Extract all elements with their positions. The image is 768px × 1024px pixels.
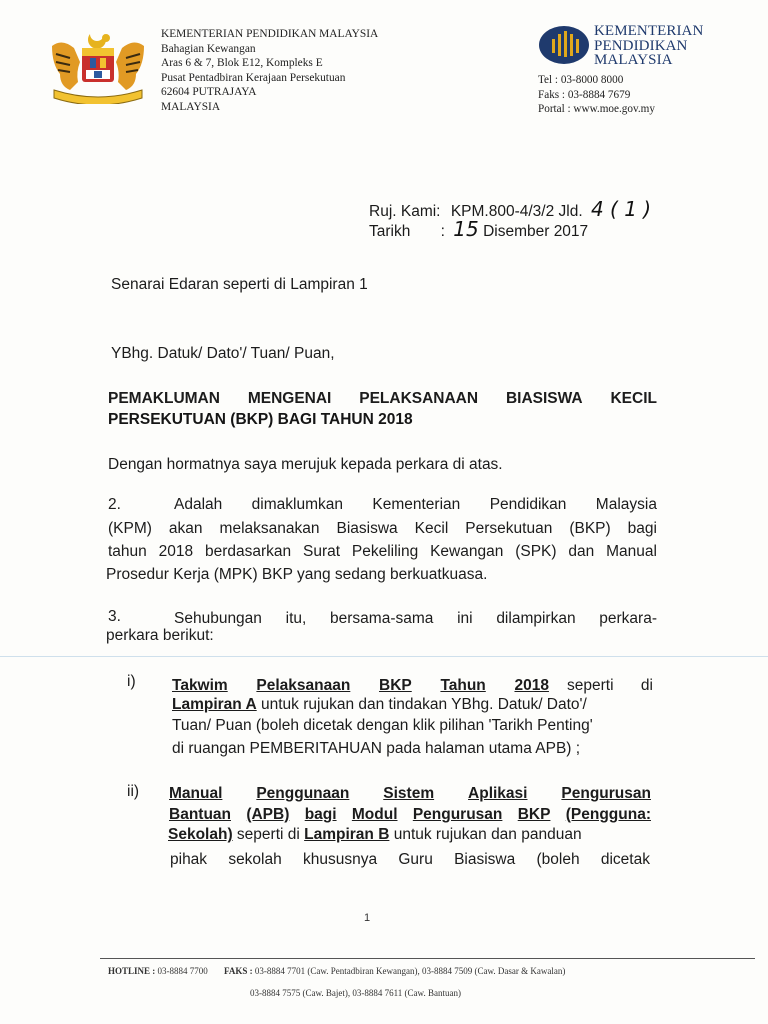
para2-word: melaksanakan [219, 520, 320, 537]
item2-title-word: Pengurusan [412, 806, 503, 823]
subject-line-2: PERSEKUTUAN (BKP) BAGI TAHUN 2018 [108, 411, 413, 428]
item1-word: seperti [567, 677, 614, 694]
item2-numeral: ii) [127, 783, 140, 800]
para2-word: Pendidikan [489, 496, 567, 513]
opening-paragraph: Dengan hormatnya saya merujuk kepada perkara di atas. [108, 456, 503, 473]
lampiran-b-link: Lampiran B [304, 826, 390, 843]
subject-word: PEMAKLUMAN [108, 390, 220, 407]
subject-word: MENGENAI [247, 390, 332, 407]
para3-word: perkara- [599, 610, 657, 627]
address-line-1: Aras 6 & 7, Blok E12, Kompleks E [161, 57, 323, 70]
item2-title-word: Modul [351, 806, 398, 823]
item2-line-3-rest: untuk rujukan dan panduan [389, 826, 582, 843]
item1-title-word: Tahun [440, 677, 486, 694]
faks-label: FAKS : [224, 966, 253, 976]
hotline-label: HOTLINE : [108, 966, 156, 976]
para2-word: (SPK) [515, 543, 557, 560]
para2-word: Kecil [414, 520, 449, 537]
para2-line-2 [108, 520, 657, 538]
tarikh-handwritten: 15 [453, 217, 479, 241]
item1-line-1 [172, 677, 549, 695]
tarikh-value: Disember 2017 [483, 223, 589, 240]
item2-title-word: Manual [169, 785, 223, 802]
item1-line-3: Tuan/ Puan (boleh dicetak dengan klik pilihan 'Tarikh Penting' [172, 717, 593, 734]
ministry-name: KEMENTERIAN PENDIDIKAN MALAYSIA [161, 28, 379, 40]
address-country: MALAYSIA [161, 100, 221, 113]
para3-word: Sehubungan [174, 610, 262, 627]
contact-info [538, 73, 655, 117]
portal: Portal : www.moe.gov.my [538, 103, 655, 116]
para2-word: Manual [606, 543, 657, 560]
para3-line-1 [174, 610, 657, 628]
logo-line-1: KEMENTERIAN [594, 23, 704, 39]
item1-line-2-text: untuk rujukan dan tindakan YBhg. Datuk/ Dato'/ [256, 696, 587, 713]
faks-value: 03-8884 7701 (Caw. Pentadbiran Kewangan), 03-8884 7509 (Caw. Dasar & Kawalan) [252, 966, 566, 976]
item2-title-word: Sistem [383, 785, 435, 802]
item1-title-word: Takwim [172, 677, 228, 694]
para2-line-3 [108, 543, 657, 561]
para2-word: Pekeliling [351, 543, 419, 560]
para2-word: dimaklumkan [251, 496, 343, 513]
item2-line-2 [169, 806, 651, 824]
item1-numeral: i) [127, 673, 136, 690]
division-name: Bahagian Kewangan [161, 42, 256, 55]
tel: Tel : 03-8000 8000 [538, 74, 624, 86]
date-line [369, 217, 588, 241]
item2-word: Biasiswa [454, 851, 516, 868]
footer-line-1 [108, 966, 565, 976]
item2-word: khususnya [303, 851, 378, 868]
item2-title-word: bagi [304, 806, 337, 823]
item1-title-word: Pelaksanaan [256, 677, 351, 694]
para2-word: 2018 [158, 543, 194, 560]
item1-line-2 [172, 696, 587, 714]
para2-number: 2. [108, 496, 121, 513]
footer-divider [100, 958, 755, 959]
letterhead-address [161, 27, 378, 115]
subject-word: PELAKSANAAN [359, 390, 479, 407]
para2-word: Kementerian [372, 496, 461, 513]
malaysia-coat-of-arms-icon [44, 26, 152, 104]
para2-word: Adalah [174, 496, 223, 513]
page-number: 1 [364, 912, 371, 924]
para2-word: akan [168, 520, 203, 537]
footer-line-2: 03-8884 7575 (Caw. Bajet), 03-8884 7611 (Caw. Bantuan) [250, 988, 461, 998]
lampiran-a-link: Lampiran A [172, 696, 257, 713]
para3-word: bersama-sama [330, 610, 434, 627]
subject-word: KECIL [610, 390, 657, 407]
salutation: YBhg. Datuk/ Dato'/ Tuan/ Puan, [111, 345, 335, 362]
item2-line-3 [168, 826, 582, 844]
item2-line-1 [169, 785, 651, 803]
item2-title-word: (Pengguna: [565, 806, 651, 823]
subject-word: BIASISWA [505, 390, 583, 407]
para2-word: berdasarkan [204, 543, 292, 560]
scan-fold-line [0, 656, 768, 657]
ruj-handwritten: 4 ( 1 ) [590, 197, 652, 221]
item2-title-word: BKP [517, 806, 551, 823]
para2-word: Biasiswa [336, 520, 398, 537]
para3-word: ini [457, 610, 473, 627]
item2-word: (boleh [536, 851, 580, 868]
para2-word: Persekutuan [465, 520, 553, 537]
logo-line-2: PENDIDIKAN [594, 37, 688, 54]
address-line-3: 62604 PUTRAJAYA [161, 86, 257, 99]
item2-title-word: (APB) [246, 806, 290, 823]
item2-word: pihak [170, 851, 208, 868]
tarikh-colon: : [440, 223, 445, 240]
para2-line-4: Prosedur Kerja (MPK) BKP yang sedang berkuatkuasa. [106, 566, 488, 583]
recipient: Senarai Edaran seperti di Lampiran 1 [111, 276, 368, 293]
item2-title-word: Penggunaan [256, 785, 350, 802]
logo-line-3: MALAYSIA [594, 52, 673, 68]
item2-title-word: Bantuan [169, 806, 231, 823]
address-line-2: Pusat Pentadbiran Kerajaan Persekutuan [161, 71, 346, 84]
item2-title-word: Pengurusan [561, 785, 651, 802]
faks: Faks : 03-8884 7679 [538, 88, 631, 101]
ruj-value: KPM.800-4/3/2 Jld. [450, 203, 583, 220]
moe-logo-text [594, 24, 703, 68]
para2-word: Kewangan [430, 543, 504, 560]
para2-word: bagi [627, 520, 657, 537]
para3-word: itu, [285, 610, 307, 627]
item1-title-word: BKP [379, 677, 412, 694]
para3-word: dilampirkan [496, 610, 576, 627]
item1-title-word: 2018 [514, 677, 549, 694]
item1-line-4: di ruangan PEMBERITAHUAN pada halaman utama APB) ; [172, 740, 581, 757]
para2-word: Malaysia [595, 496, 657, 513]
item2-word: dicetak [600, 851, 650, 868]
para2-word: Surat [302, 543, 341, 560]
hotline-value: 03-8884 7700 [155, 966, 208, 976]
para2-word: tahun [108, 543, 147, 560]
item2-line-4 [170, 851, 650, 869]
item2-word: Guru [398, 851, 433, 868]
para3-number: 3. [108, 608, 121, 625]
para2-word: dan [568, 543, 595, 560]
subject-line-1 [108, 390, 657, 408]
ruj-label: Ruj. Kami: [369, 203, 441, 220]
item2-line-3-text: seperti di [232, 826, 305, 843]
tarikh-label: Tarikh [369, 223, 411, 240]
item2-title-word: Aplikasi [468, 785, 528, 802]
para2-word: (BKP) [569, 520, 611, 537]
item1-word: di [640, 677, 653, 694]
moe-logo-icon [538, 25, 590, 65]
item2-title-end: Sekolah) [168, 826, 233, 843]
para3-line-2: perkara berikut: [106, 627, 214, 644]
item2-word: sekolah [228, 851, 282, 868]
item1-line-1-tail [567, 677, 653, 695]
para2-word: (KPM) [108, 520, 152, 537]
para2-line-1 [174, 496, 657, 514]
